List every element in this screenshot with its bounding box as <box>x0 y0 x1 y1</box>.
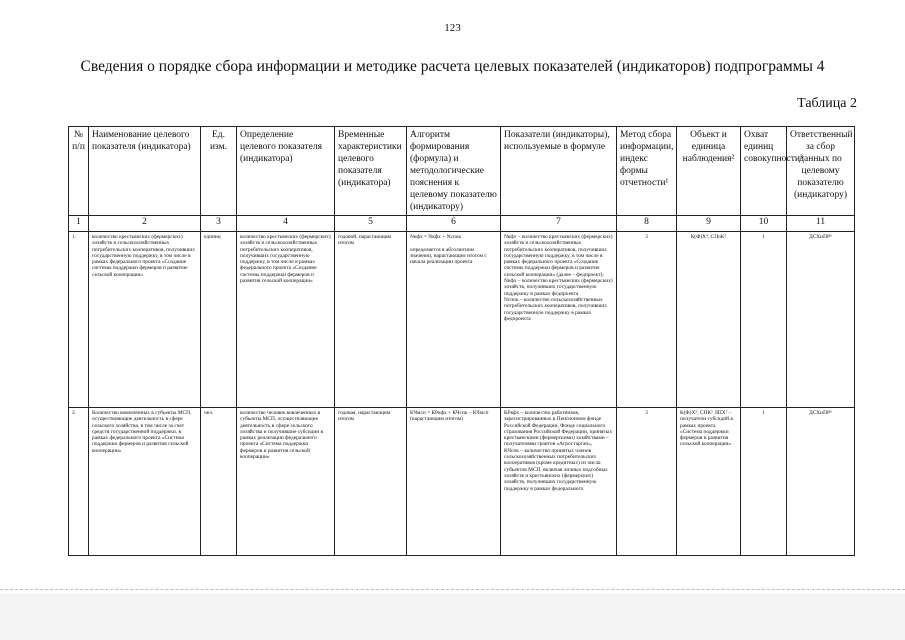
responsible: ДСХиПР⁶ <box>787 232 855 408</box>
row-number: 1. <box>69 232 89 408</box>
scan-margin <box>0 594 905 640</box>
header-cell: Ед. изм. <box>201 127 237 216</box>
column-number-row <box>69 216 855 232</box>
responsible: ДСХиПР⁶ <box>787 408 855 556</box>
column-number: 7 <box>501 216 617 232</box>
column-number: 10 <box>741 216 787 232</box>
observation-object: К(Ф)Х⁵, СПК⁵ ЛПХ⁷ – получатели субсидий в рамках проекта «Система поддержки фермеров и развития сельской кооперации» <box>677 408 741 556</box>
column-number: 8 <box>617 216 677 232</box>
header-cell: Показатели (индикаторы), используемые в формуле <box>501 127 617 216</box>
header-row <box>69 127 855 216</box>
row-number: 2. <box>69 408 89 556</box>
indicators-table <box>68 126 855 556</box>
page-edge-line <box>0 589 905 590</box>
observation-object: К(Ф)Х⁴, СПоК⁵ <box>677 232 741 408</box>
header-cell: Охват единиц совокупности³ <box>741 127 787 216</box>
header-cell: Ответственный за сбор данных по целевому показателю (индикатору) <box>787 127 855 216</box>
column-number: 4 <box>237 216 335 232</box>
formula-indicators: КРкфх – количество работников, зарегистрированных в Пенсионном фонде Российской Федерации, Фонде социального страхования Российской Федерации, принятых крестьянскими (фермерскими) хозяйствами – получателями грантов «Агростартап», КЧспк – количество принятых членов сельскохозяйственных потребительских кооперативов (кроме кредитных) из числа субъектов МСП, включая личных подсобных хозяйств и крестьянских (фермерских) хозяйств, получивших государственную поддержку в рамках федерального <box>501 408 617 556</box>
column-number: 5 <box>335 216 407 232</box>
formula-indicators: Nкфх – количество крестьянских (фермерских) хозяйств и сельскохозяйственных потребительских кооперативов, получивших государственную поддержку, в том числе в рамках федерального проекта «Создание системы поддержки фермеров и развитие сельской кооперации» (далее – федпроект); Nкфх – количество крестьянских (фермерских) хозяйств, получивших государственную поддержку в рамках федпроекта Nспок – количество сельскохозяйственных потребительских кооперативов, получивших государственную поддержку в рамках федпроекта <box>501 232 617 408</box>
algorithm: КЧмсп = КРкфх + КЧспк – КЧмсп (нарастающим итогом) <box>407 408 501 556</box>
collection-method: 3 <box>617 408 677 556</box>
document-title: Сведения о порядке сбора информации и методике расчета целевых показателей (индикаторов) подпрограммы 4 <box>80 58 825 75</box>
definition: количество человек вовлеченных в субъекты МСП, осуществляющие деятельность в сфере сельского хозяйства и получившие субсидии в рамках реализации федерального проекта «Система поддержки фермеров и развития сельской кооперации» <box>237 408 335 556</box>
header-cell: Наименование целевого показателя (индикатора) <box>89 127 201 216</box>
column-number: 9 <box>677 216 741 232</box>
table-row <box>69 408 855 556</box>
header-cell: Метод сбора информации, индекс формы отчетности¹ <box>617 127 677 216</box>
column-number: 6 <box>407 216 501 232</box>
coverage: 1 <box>741 232 787 408</box>
table-row <box>69 232 855 408</box>
header-cell: Объект и единица наблюдения² <box>677 127 741 216</box>
time-characteristics: годовая, нарастающим итогом <box>335 408 407 556</box>
definition: количество крестьянских (фермерских) хозяйств и сельскохозяйственных потребительских кооперативов, получивших государственную поддержку, в том числе в рамках федерального проекта «Создание системы поддержки фермеров и развития сельской кооперации» <box>237 232 335 408</box>
indicator-name: количество крестьянских (фермерских) хозяйств и сельскохозяйственных потребительских кооперативов, получивших государственную поддержку, в том числе в рамках федерального проекта «Создание системы поддержки фермеров и развитие сельской кооперации» <box>89 232 201 408</box>
header-cell: Алгоритм формирования (формула) и методологические пояснения к целевому показателю (индикатору) <box>407 127 501 216</box>
page-number: 123 <box>444 22 461 34</box>
indicator-name: Количество вовлеченных в субъекты МСП, осуществляющие деятельность в сфере сельского хозяйства, в том числе за счет средств государственной поддержки, в рамках федерального проекта «Система поддержки фермеров и развития сельской кооперации» <box>89 408 201 556</box>
time-characteristics: годовой, нарастающим итогом <box>335 232 407 408</box>
table-label: Таблица 2 <box>797 96 857 111</box>
column-number: 11 <box>787 216 855 232</box>
coverage: 1 <box>741 408 787 556</box>
header-cell: № п/п <box>69 127 89 216</box>
collection-method: 3 <box>617 232 677 408</box>
header-cell: Временные характеристики целевого показателя (индикатора) <box>335 127 407 216</box>
unit: чел. <box>201 408 237 556</box>
header-cell: Определение целевого показателя (индикатора) <box>237 127 335 216</box>
column-number: 2 <box>89 216 201 232</box>
column-number: 1 <box>69 216 89 232</box>
unit: единиц <box>201 232 237 408</box>
column-number: 3 <box>201 216 237 232</box>
algorithm: Nкфх = Nкфх + Nспок определяется в абсолютном значении, нарастающим итогом с начала реализации проекта <box>407 232 501 408</box>
